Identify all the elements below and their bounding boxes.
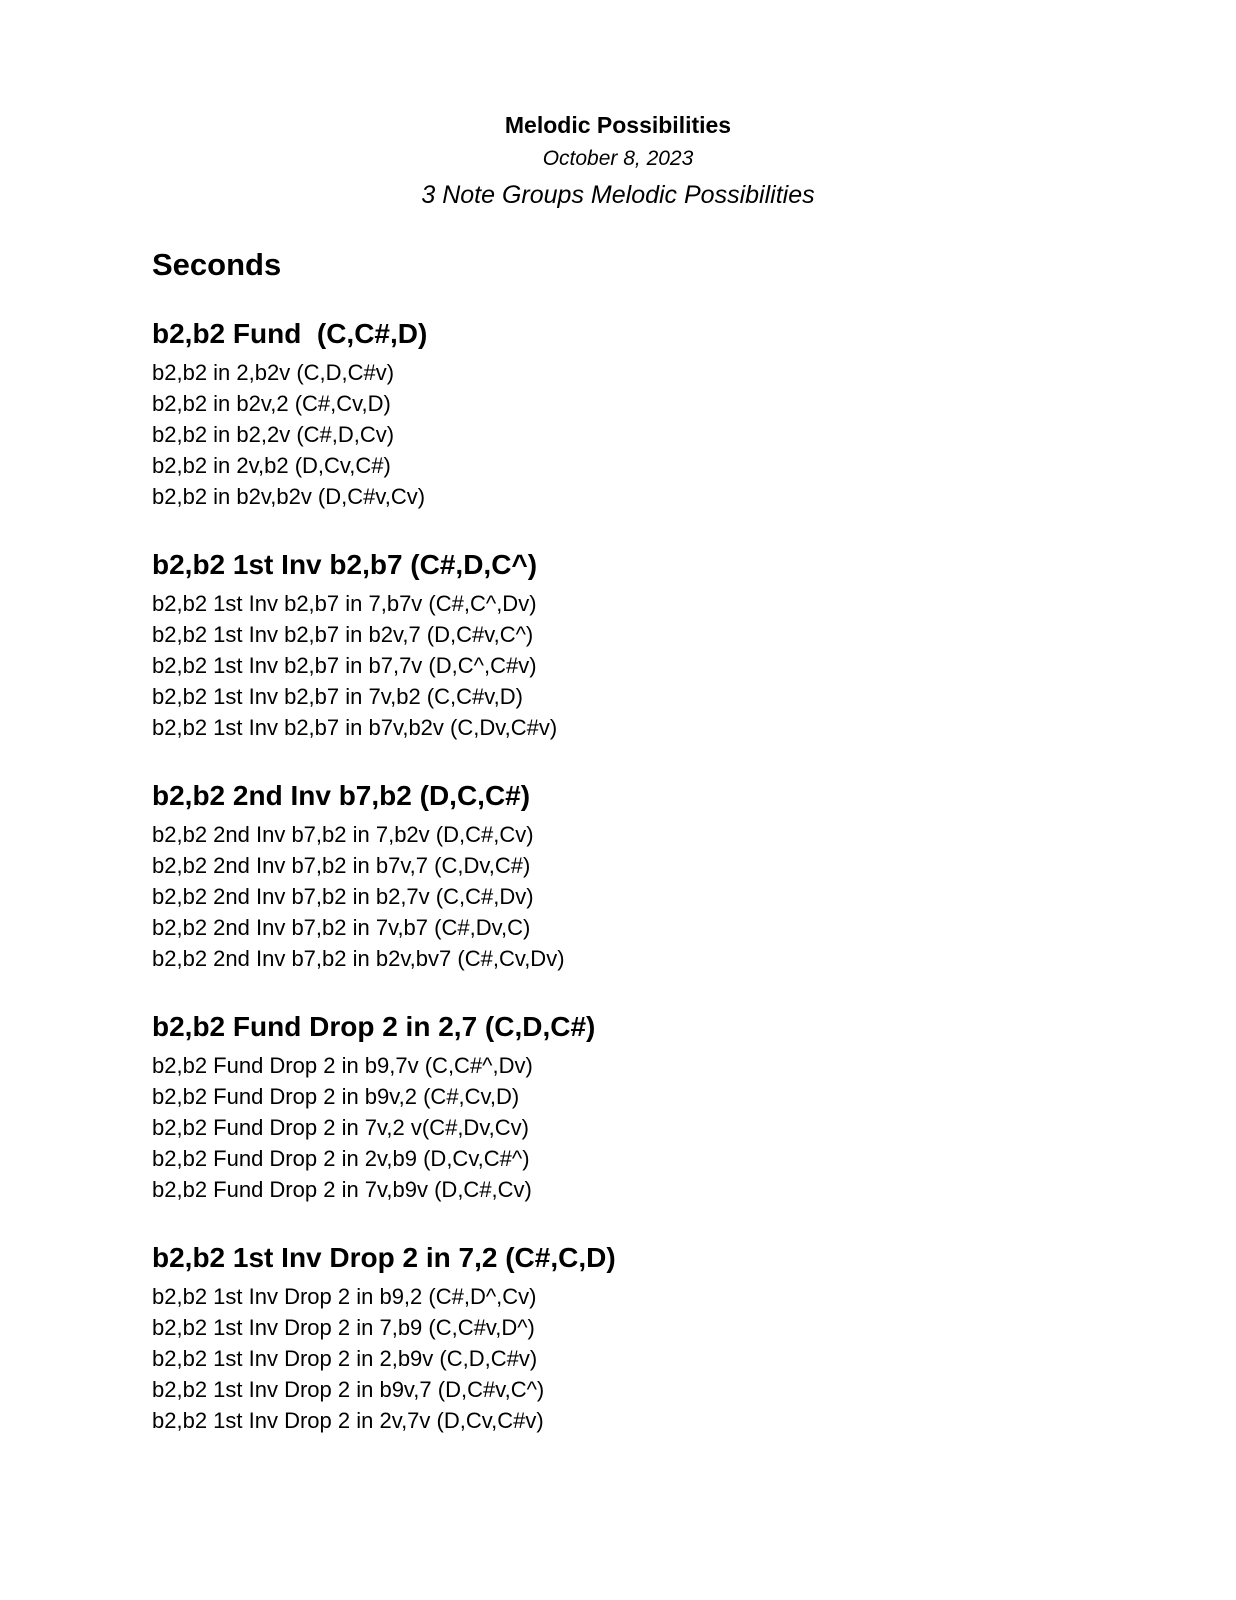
melody-line: b2,b2 1st Inv Drop 2 in 2v,7v (D,Cv,C#v) <box>152 1408 544 1433</box>
melody-line: b2,b2 1st Inv b2,b7 in 7v,b2 (C,C#v,D) <box>152 684 523 709</box>
melody-line: b2,b2 Fund Drop 2 in 2v,b9 (D,Cv,C#^) <box>152 1146 530 1171</box>
section-heading: b2,b2 1st Inv b2,b7 (C#,D,C^) <box>152 549 538 580</box>
section-1st-inv-drop-2 <box>152 1241 1116 1436</box>
document-header <box>0 0 1236 209</box>
melody-line: b2,b2 in b2,2v (C#,D,Cv) <box>152 422 395 447</box>
melody-line: b2,b2 2nd Inv b7,b2 in 7v,b7 (C#,Dv,C) <box>152 915 531 940</box>
section-1st-inv <box>152 548 1116 743</box>
melody-line: b2,b2 in b2v,2 (C#,Cv,D) <box>152 391 391 416</box>
melody-line: b2,b2 1st Inv Drop 2 in 2,b9v (C,D,C#v) <box>152 1346 538 1371</box>
section-fund <box>152 317 1116 512</box>
melody-line: b2,b2 Fund Drop 2 in 7v,2 v(C#,Dv,Cv) <box>152 1115 530 1140</box>
document-title: Melodic Possibilities <box>504 112 732 138</box>
melody-line: b2,b2 2nd Inv b7,b2 in b2v,bv7 (C#,Cv,Dv) <box>152 946 565 971</box>
section-fund-drop-2 <box>152 1010 1116 1205</box>
melody-line: b2,b2 1st Inv b2,b7 in b7,7v (D,C^,C#v) <box>152 653 537 678</box>
melody-line: b2,b2 2nd Inv b7,b2 in b7v,7 (C,Dv,C#) <box>152 853 531 878</box>
melody-line: b2,b2 2nd Inv b7,b2 in b2,7v (C,C#,Dv) <box>152 884 534 909</box>
melody-line: b2,b2 in 2v,b2 (D,Cv,C#) <box>152 453 391 478</box>
melody-line: b2,b2 1st Inv b2,b7 in 7,b7v (C#,C^,Dv) <box>152 591 537 616</box>
section-heading: b2,b2 1st Inv Drop 2 in 7,2 (C#,C,D) <box>152 1242 616 1273</box>
melody-line: b2,b2 1st Inv Drop 2 in b9,2 (C#,D^,Cv) <box>152 1284 537 1309</box>
melody-line: b2,b2 Fund Drop 2 in b9v,2 (C#,Cv,D) <box>152 1084 520 1109</box>
melody-line: b2,b2 1st Inv b2,b7 in b2v,7 (D,C#v,C^) <box>152 622 534 647</box>
melody-line: b2,b2 1st Inv Drop 2 in 7,b9 (C,C#v,D^) <box>152 1315 535 1340</box>
section-heading: b2,b2 Fund Drop 2 in 2,7 (C,D,C#) <box>152 1011 596 1042</box>
melody-line: b2,b2 1st Inv b2,b7 in b7v,b2v (C,Dv,C#v) <box>152 715 558 740</box>
section-2nd-inv <box>152 779 1116 974</box>
melody-line: b2,b2 in 2,b2v (C,D,C#v) <box>152 360 395 385</box>
melody-line: b2,b2 Fund Drop 2 in b9,7v (C,C#^,Dv) <box>152 1053 533 1078</box>
heading-seconds: Seconds <box>152 247 282 282</box>
section-heading: b2,b2 2nd Inv b7,b2 (D,C,C#) <box>152 780 531 811</box>
melody-line: b2,b2 2nd Inv b7,b2 in 7,b2v (D,C#,Cv) <box>152 822 534 847</box>
melody-line: b2,b2 in b2v,b2v (D,C#v,Cv) <box>152 484 426 509</box>
melody-line: b2,b2 Fund Drop 2 in 7v,b9v (D,C#,Cv) <box>152 1177 532 1202</box>
document-date: October 8, 2023 <box>542 147 694 170</box>
melody-line: b2,b2 1st Inv Drop 2 in b9v,7 (D,C#v,C^) <box>152 1377 545 1402</box>
section-heading: b2,b2 Fund (C,C#,D) <box>152 318 428 349</box>
document-subtitle: 3 Note Groups Melodic Possibilities <box>421 181 815 209</box>
